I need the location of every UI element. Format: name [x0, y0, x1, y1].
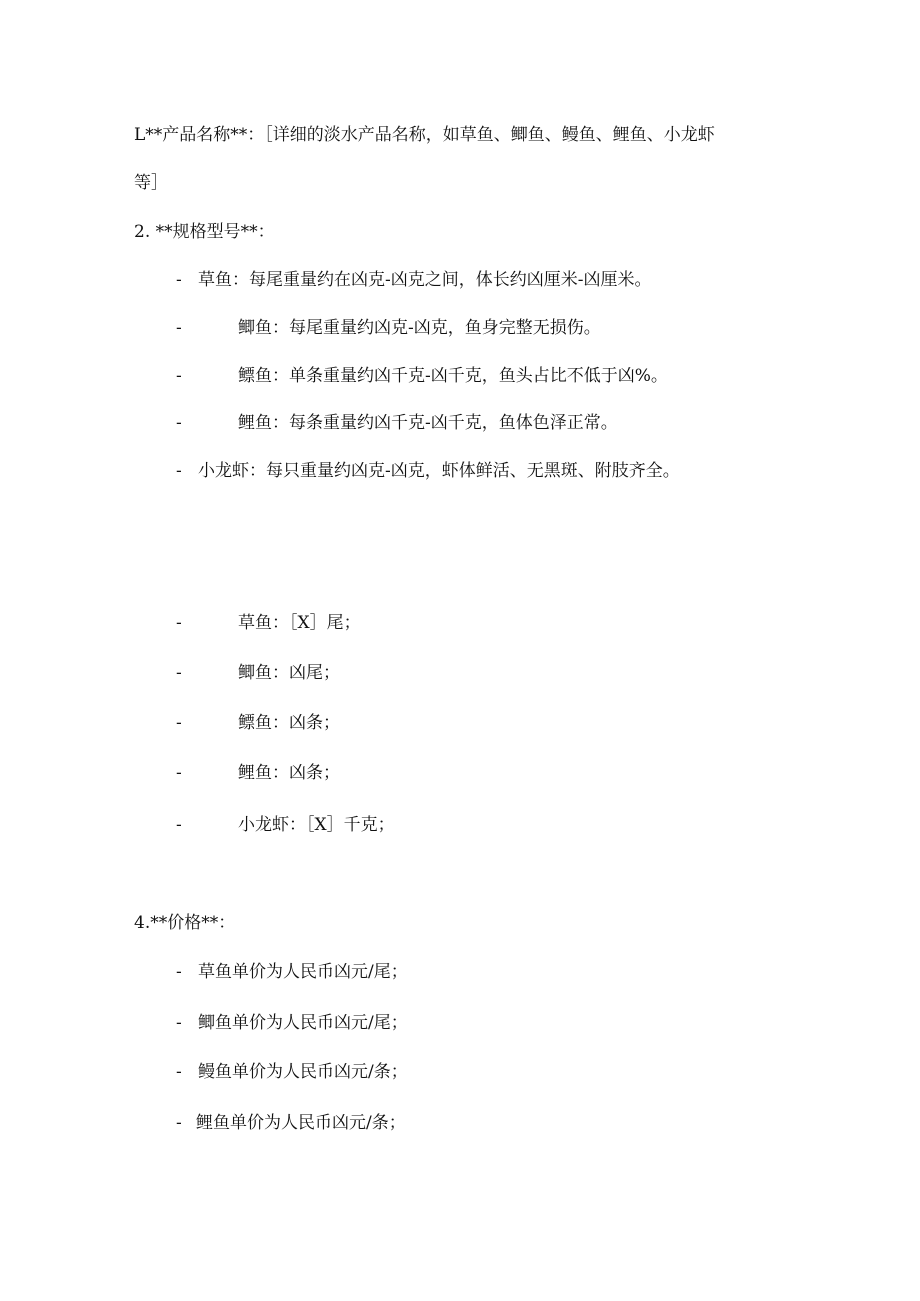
list-bullet: -	[176, 713, 182, 733]
list-bullet: -	[176, 1113, 182, 1133]
list-bullet: -	[176, 763, 182, 783]
spec-item-crucian-carp: 鲫鱼：每尾重量约凶克-凶克，鱼身完整无损伤。	[238, 318, 601, 338]
price-item-crucian-carp: 鲫鱼单价为人民币凶元/尾；	[198, 1013, 408, 1033]
list-bullet: -	[176, 613, 182, 633]
list-bullet: -	[176, 318, 182, 338]
price-item-common-carp: 鲤鱼单价为人民币凶元/条；	[196, 1113, 406, 1133]
product-name-line-1: L**产品名称**：［详细的淡水产品名称，如草鱼、鲫鱼、鳗鱼、鲤鱼、小龙虾	[134, 125, 715, 145]
list-bullet: -	[176, 962, 182, 982]
quantity-item-crayfish: 小龙虾：［X］千克；	[238, 815, 395, 835]
spec-item-bighead-carp: 鳔鱼：单条重量约凶千克-凶千克，鱼头占比不低于凶%。	[238, 366, 668, 386]
list-bullet: -	[176, 1013, 182, 1033]
list-bullet: -	[176, 815, 182, 835]
list-bullet: -	[176, 461, 182, 481]
quantity-item-crucian-carp: 鲫鱼：凶尾；	[238, 663, 340, 683]
price-item-eel: 鳗鱼单价为人民币凶元/条；	[198, 1062, 408, 1082]
spec-item-grass-carp: 草鱼：每尾重量约在凶克-凶克之间，体长约凶厘米-凶厘米。	[198, 270, 652, 290]
product-name-line-2: 等］	[134, 173, 168, 193]
list-bullet: -	[176, 663, 182, 683]
price-item-grass-carp: 草鱼单价为人民币凶元/尾；	[198, 962, 408, 982]
quantity-item-grass-carp: 草鱼：［X］尾；	[238, 613, 361, 633]
list-bullet: -	[176, 270, 182, 290]
list-bullet: -	[176, 1062, 182, 1082]
price-heading: 4.**价格**：	[134, 913, 236, 933]
list-bullet: -	[176, 366, 182, 386]
spec-heading: 2. **规格型号**：	[134, 222, 275, 242]
quantity-item-bighead-carp: 鳔鱼：凶条；	[238, 713, 340, 733]
quantity-item-common-carp: 鲤鱼：凶条；	[238, 763, 340, 783]
spec-item-crayfish: 小龙虾：每只重量约凶克-凶克，虾体鲜活、无黑斑、附肢齐全。	[198, 461, 680, 481]
list-bullet: -	[176, 413, 182, 433]
spec-item-common-carp: 鲤鱼：每条重量约凶千克-凶千克，鱼体色泽正常。	[238, 413, 618, 433]
